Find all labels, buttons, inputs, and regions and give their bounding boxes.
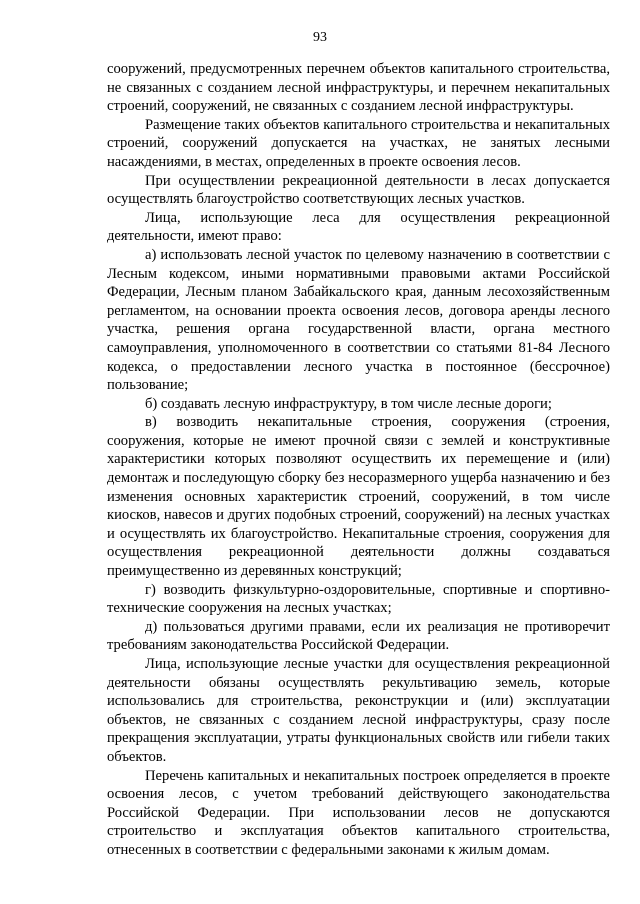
paragraph-9: д) пользоваться другими правами, если их реализация не противоречит требованиям законодательства Российской Федерации. — [107, 618, 610, 654]
paragraph-7: в) возводить некапитальные строения, сооружения (строения, сооружения, которые не имеют прочной связи с землей и конструктивные характеристики которых позволяют осуществить их перемещение и (или) демонтаж и последующую сборку без несоразмерного ущерба назначению и без изменения основных характеристик строений, сооружений, в том числе киосков, навесов и других подобных строений, сооружений) на лесных участках и осуществлять их благоустройство. Некапитальные строения, сооружения для осуществления рекреационной деятельности должны создаваться преимущественно из деревянных конструкций; — [107, 414, 610, 580]
body-text — [107, 60, 610, 860]
paragraph-4: Лица, использующие леса для осуществления рекреационной деятельности, имеют право: — [107, 209, 610, 245]
paragraph-6: б) создавать лесную инфраструктуру, в том числе лесные дороги; — [145, 395, 552, 412]
page-number: 93 — [313, 30, 327, 45]
paragraph-3: При осуществлении рекреационной деятельности в лесах допускается осуществлять благоустройство соответствующих лесных участков. — [107, 172, 610, 208]
paragraph-10: Лица, использующие лесные участки для осуществления рекреационной деятельности обязаны осуществлять рекультивацию земель, которые использовались для строительства, реконструкции и (или) эксплуатации объектов, не связанных с созданием лесной инфраструктуры, сразу после прекращения эксплуатации, утраты функциональных свойств или гибели таких объектов. — [107, 656, 610, 765]
paragraph-5: а) использовать лесной участок по целевому назначению в соответствии с Лесным кодексом, иными нормативными правовыми актами Российской Федерации, Лесным планом Забайкальского края, данным лесохозяйственным регламентом, на основании проекта освоения лесов, договора аренды лесного участка, решения органа государственной власти, органа местного самоуправления, уполномоченного в соответствии со статьями 81-84 Лесного кодекса, о предоставлении лесного участка в постоянное (бессрочное) пользование; — [107, 246, 610, 394]
paragraph-11: Перечень капитальных и некапитальных построек определяется в проекте освоения лесов, с учетом требований действующего законодательства Российской Федерации. При использовании лесов не допускаются строительство и эксплуатация объектов капитального строительства, отнесенных в соответствии с федеральными законами к жилым домам. — [107, 767, 610, 858]
paragraph-2: Размещение таких объектов капитального строительства и некапитальных строений, сооружений допускается на участках, не занятых лесными насаждениями, в местах, определенных в проекте освоения лесов. — [107, 116, 610, 170]
paragraph-1: сооружений, предусмотренных перечнем объектов капитального строительства, не связанных с созданием лесной инфраструктуры, и перечнем некапитальных строений, сооружений, не связанных с созданием лесной инфраструктуры. — [107, 61, 610, 115]
paragraph-8: г) возводить физкультурно-оздоровительные, спортивные и спортивно-технические сооружения на лесных участках; — [107, 581, 610, 617]
